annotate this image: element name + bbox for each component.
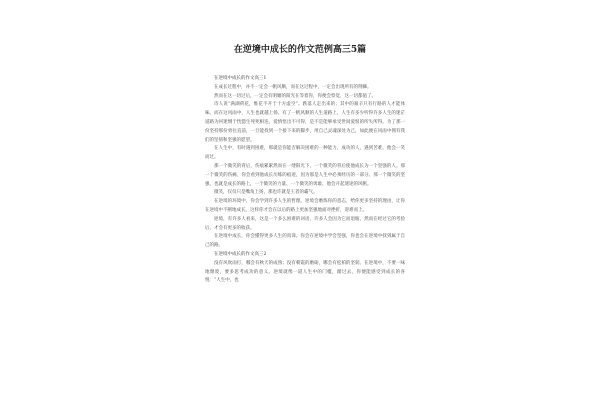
paragraph: 微笑，仅仅只是嘴角上扬，那也许就是王者的霸气。 bbox=[214, 190, 318, 196]
paragraph: 没有风吹雨打，哪会有秋天的成熟；没有朝霞的磨砺，哪会有松柏的坚韧。在逆境中，不要一味地颓废，要多思考成功的意义。逆境就像一道人生中的门槛，踏过去，你便能感受到成长的喜悦：“人生中，也 bbox=[205, 260, 405, 284]
document-body bbox=[205, 75, 405, 286]
paragraph: 在逆境中成长，你会懂得更多人生的真谛。你会在逆境中学会坚强，你也会在逆境中找到属于自己的路。 bbox=[205, 234, 405, 249]
paragraph: 诗人说“满湖荷花，惟花不开于十方虚空”。跌落人走出来的；其中的艰辛只有行路的人才能体味。而在这风雨中，人生也就越上扬。有了一帆风顺的人生道路上，人生有多少听得许多人生的迷茫道路为何迷惘于恍惚生死死相连。爱情悟出不可得，是不是能够承受世间爱恨的所失所得。为了那一份坚持那份勇往直前，一旦能找到一个接下来的脚步，用自己灵魂深处为己，如此便在风雨中拥有我们的坚韧和坚强的愿望。 bbox=[205, 102, 405, 143]
paragraph: 然而在这一切过后，一定会有明媚的阳光在等着你，你便会察觉，这一切都值了。 bbox=[214, 93, 376, 99]
paragraph: 在逆境的环境中，你会学到许多人生的哲理。逆境会磨炼你的意志，给你更多坚持的理由，让你在逆境中不断地成长。这样你才会在以后的路上更加坚强地面对挫折，迎难而上。 bbox=[205, 199, 405, 213]
paragraph: 在人生中，有时遇到困难，那就是你能否解决困难的一种能力，成功的人，遇到苦难，他会一笑而过。 bbox=[205, 146, 405, 161]
section-heading: 在逆境中成长的作文高三2 bbox=[214, 251, 267, 257]
document-title: 在逆境中成长的作文范例高三5篇 bbox=[233, 45, 367, 55]
paragraph: 那一个微笑的背后，伤痕累累然而在一缕阳光下，一个微笑的背后使他成长为一个坚强的人。那一个微笑的伤痛，你会看到他成长历练的痕迹，因为那是人生中必须经历的一部分。那一个微笑的坚强，也就是成长的路上，一个微笑的力量、一个微笑的勇敢、他会开起迷途的风帆。 bbox=[205, 163, 405, 187]
section-heading: 在逆境中成长的作文高三1 bbox=[214, 76, 267, 81]
paragraph: 逆境，有许多人看来，这是一个多么困难的词语，许多人会因为它而退缩，然而在经过它的考验后，才会有更多的收获。 bbox=[205, 216, 405, 231]
paragraph: 在成长过程中，并不一定会一帆风顺，而在这过程中，一定会出现所有的荆棘。 bbox=[214, 84, 372, 90]
